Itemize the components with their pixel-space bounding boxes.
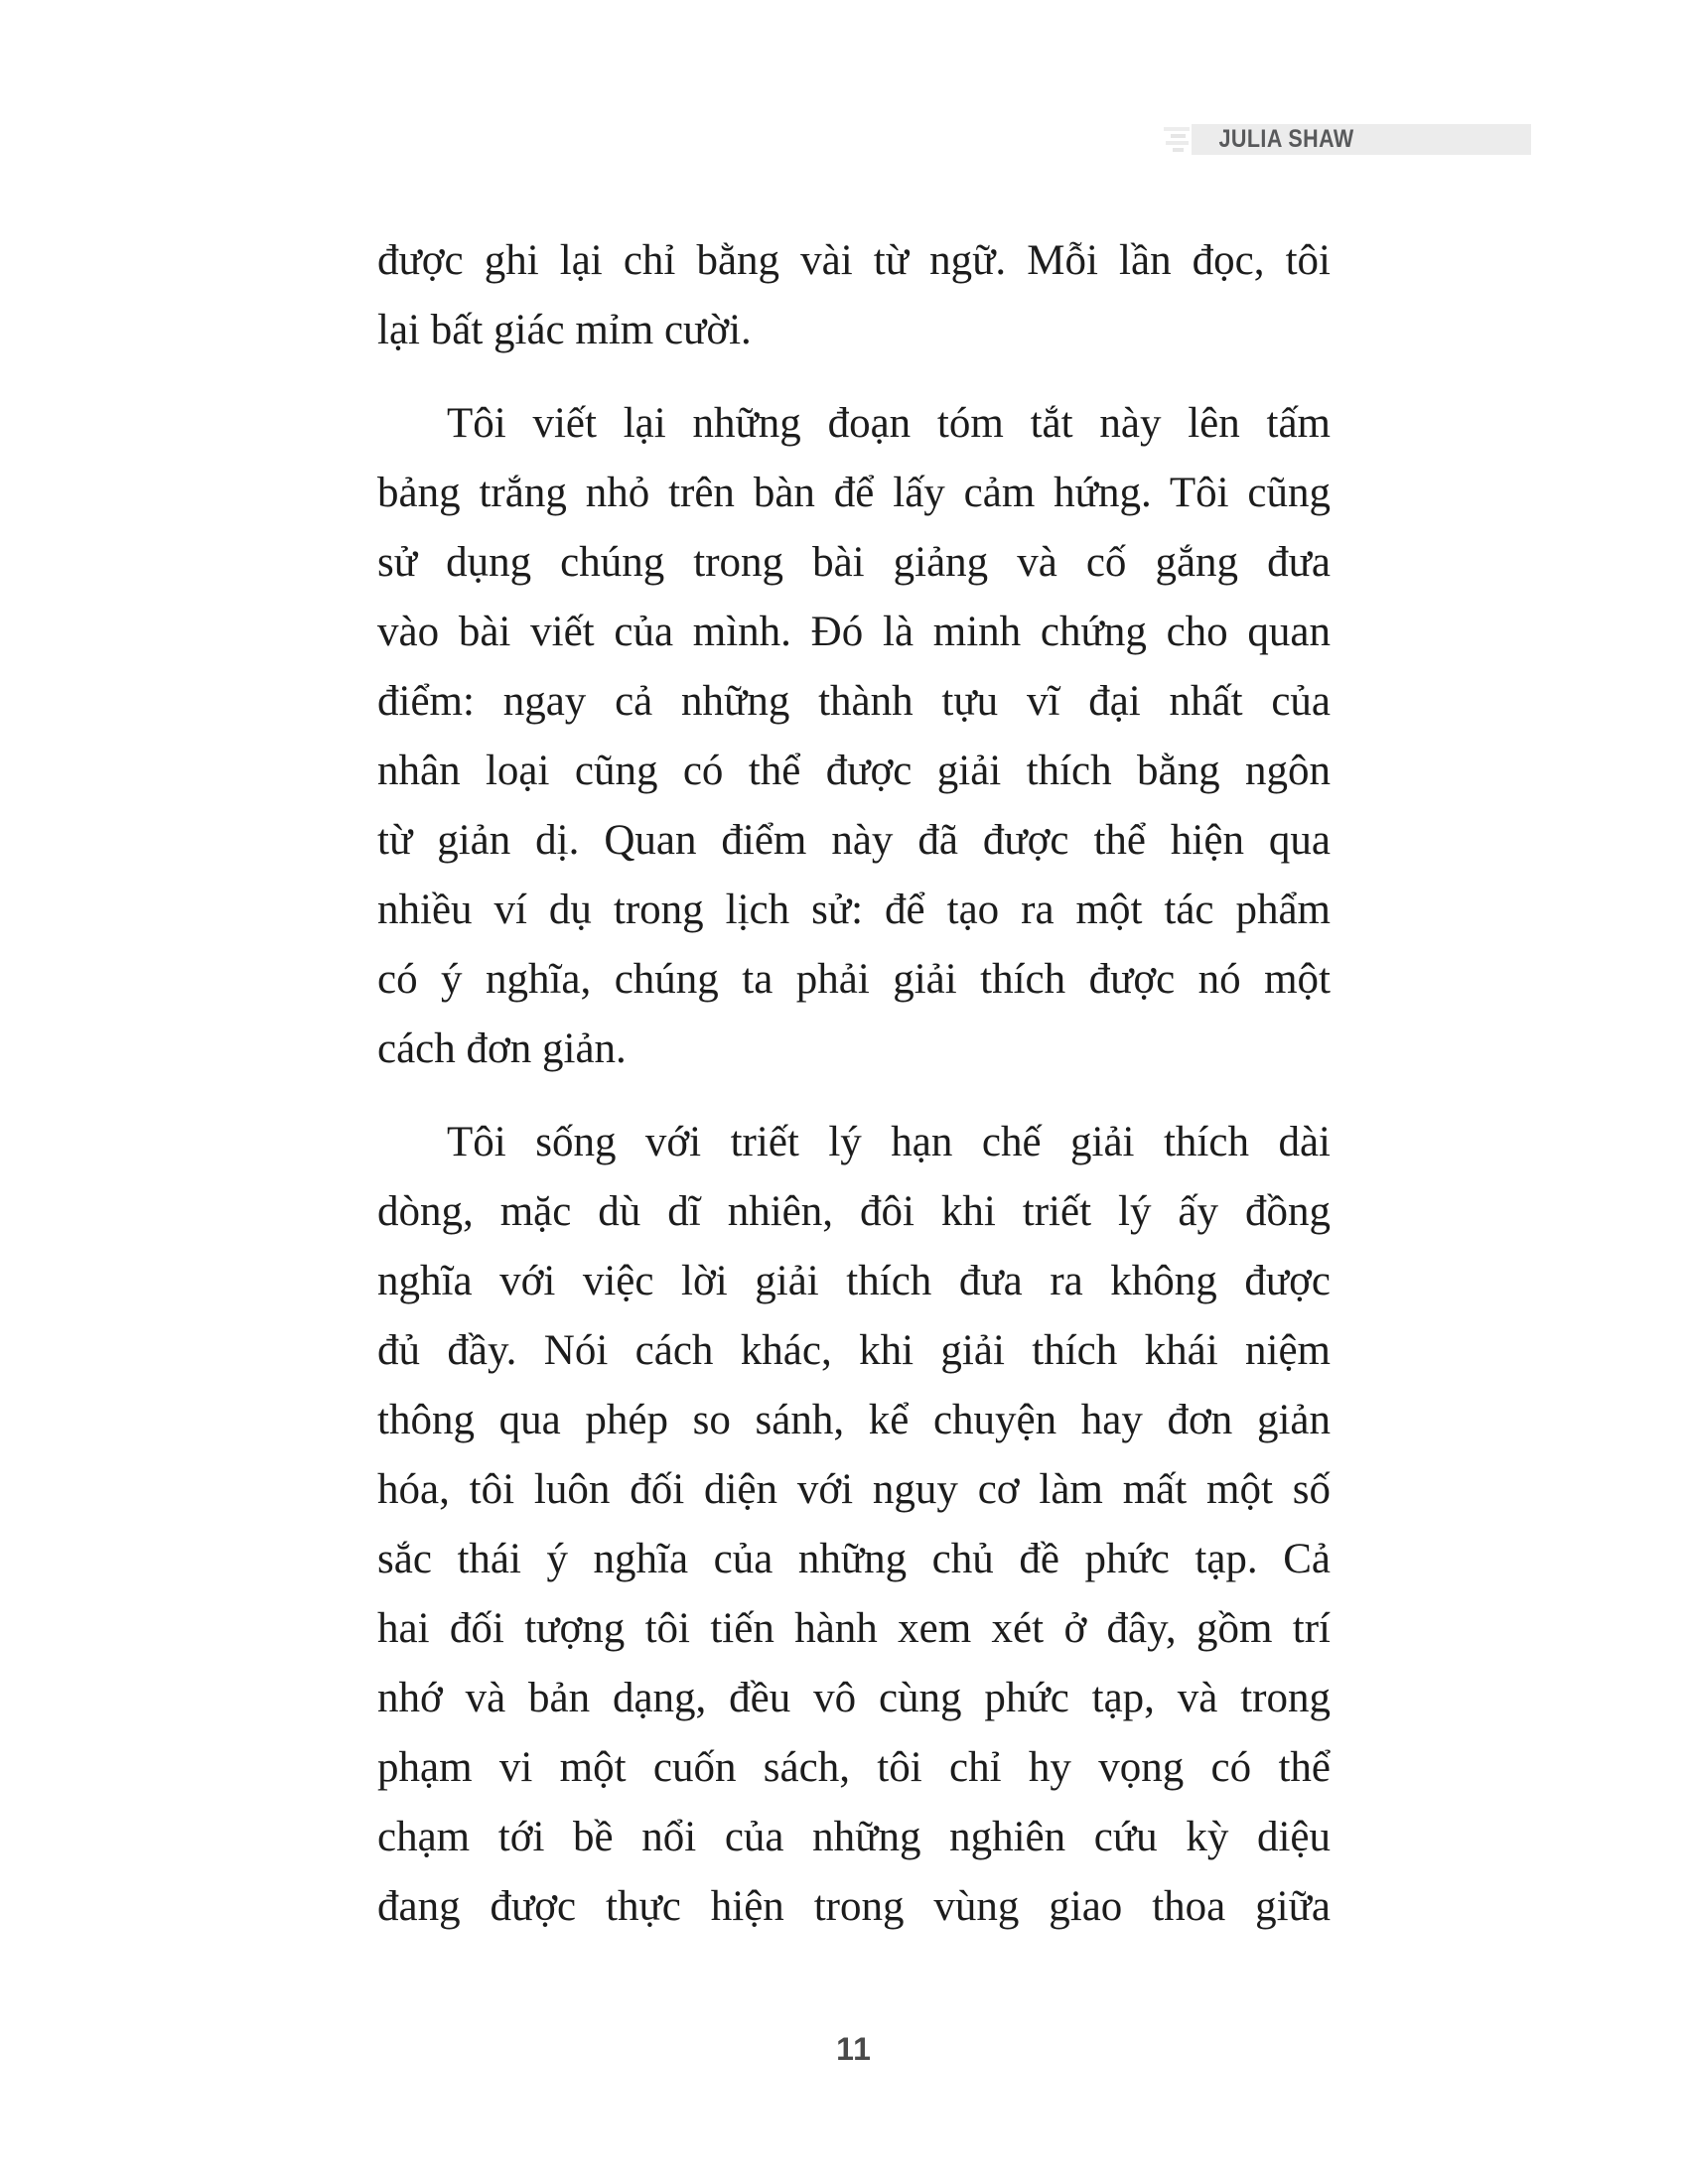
paragraph <box>377 1108 1331 1942</box>
text-line: đang được thực hiện trong vùng giao thoa giữa <box>377 1883 1331 1930</box>
text-line: bảng trắng nhỏ trên bàn để lấy cảm hứng. Tôi cũng <box>377 470 1331 516</box>
text-line: chạm tới bề nổi của những nghiên cứu kỳ diệu <box>377 1814 1331 1860</box>
text-line: vào bài viết của mình. Đó là minh chứng cho quan <box>377 609 1331 655</box>
text-line: hai đối tượng tôi tiến hành xem xét ở đây, gồm trí <box>377 1605 1331 1652</box>
page-number: 11 <box>836 2031 872 2067</box>
text-line: có ý nghĩa, chúng ta phải giải thích được nó một <box>377 956 1331 1003</box>
running-head-bar <box>1192 124 1531 155</box>
text-line: nhiều ví dụ trong lịch sử: để tạo ra một tác phẩm <box>377 887 1331 933</box>
text-line: điểm: ngay cả những thành tựu vĩ đại nhất của <box>377 678 1331 725</box>
text-line: sắc thái ý nghĩa của những chủ đề phức tạp. Cả <box>377 1536 1331 1582</box>
text-line: được ghi lại chỉ bằng vài từ ngữ. Mỗi lần đọc, tôi <box>377 237 1331 284</box>
text-line: nhân loại cũng có thể được giải thích bằng ngôn <box>377 748 1331 794</box>
text-line: nhớ và bản dạng, đều vô cùng phức tạp, và trong <box>377 1675 1331 1721</box>
text-line: phạm vi một cuốn sách, tôi chỉ hy vọng có thể <box>377 1744 1331 1791</box>
torn-edge-decoration <box>1171 134 1186 138</box>
torn-edge-decoration <box>1164 127 1190 131</box>
body-text-column <box>377 226 1331 1942</box>
text-line: hóa, tôi luôn đối diện với nguy cơ làm mất một số <box>377 1466 1331 1513</box>
text-line: lại bất giác mỉm cười. <box>377 307 752 353</box>
paragraph <box>377 389 1331 1084</box>
torn-edge-decoration <box>1166 141 1189 145</box>
text-line: cách đơn giản. <box>377 1025 627 1072</box>
paragraph <box>377 226 1331 365</box>
text-line: dòng, mặc dù dĩ nhiên, đôi khi triết lý ấy đồng <box>377 1188 1331 1235</box>
text-line: thông qua phép so sánh, kể chuyện hay đơn giản <box>377 1397 1331 1443</box>
torn-edge-decoration <box>1173 148 1184 152</box>
running-head-author: JULIA SHAW <box>1218 125 1354 153</box>
text-line: nghĩa với việc lời giải thích đưa ra không được <box>377 1258 1331 1304</box>
text-line: sử dụng chúng trong bài giảng và cố gắng đưa <box>377 539 1331 586</box>
text-line: Tôi viết lại những đoạn tóm tắt này lên tấm <box>447 400 1331 447</box>
text-line: đủ đầy. Nói cách khác, khi giải thích khái niệm <box>377 1327 1331 1374</box>
text-line: Tôi sống với triết lý hạn chế giải thích dài <box>447 1119 1331 1165</box>
text-line: từ giản dị. Quan điểm này đã được thể hiện qua <box>377 817 1331 864</box>
